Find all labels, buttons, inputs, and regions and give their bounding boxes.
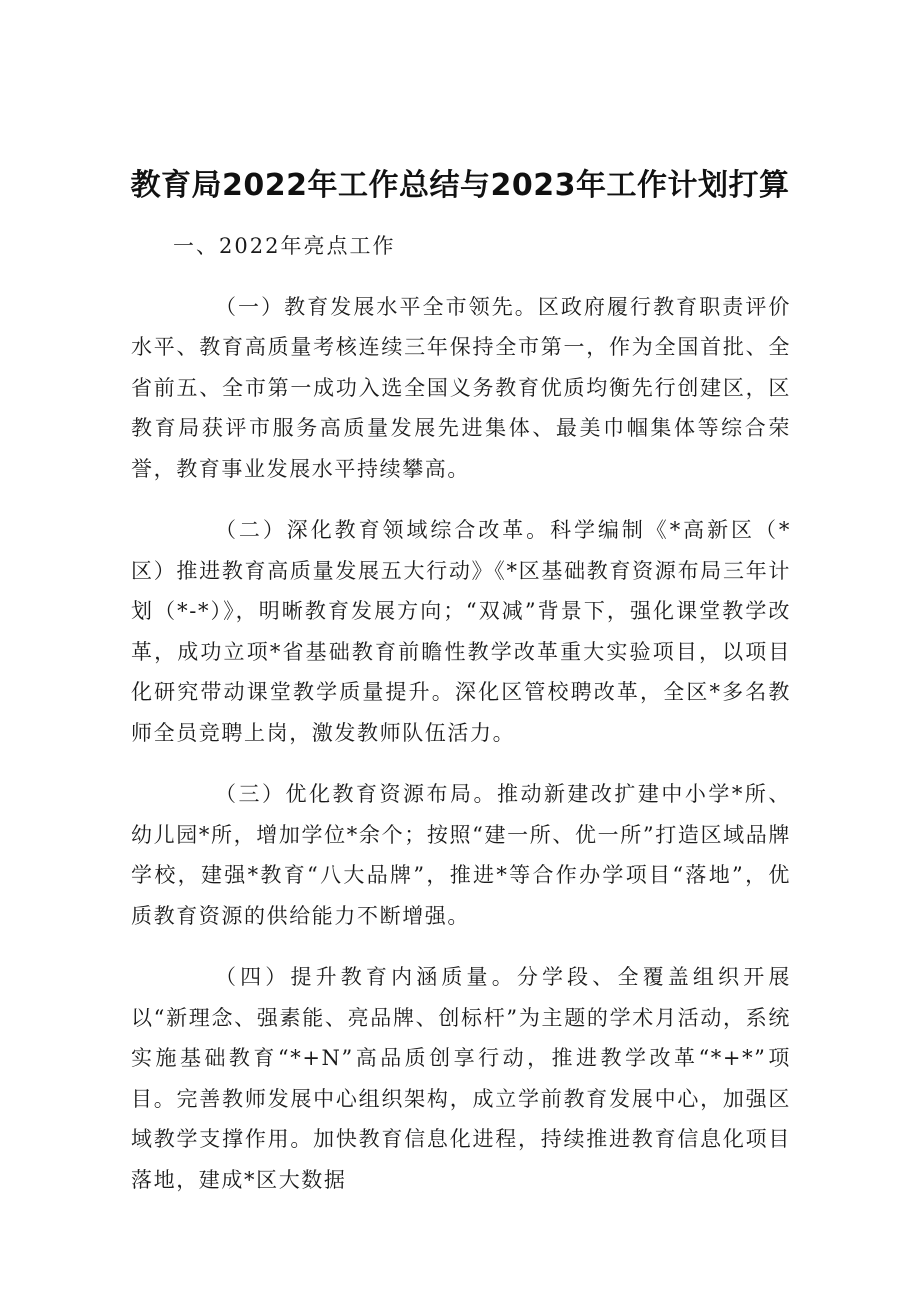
- section-heading: 一、2022年亮点工作: [173, 234, 396, 258]
- paragraph-3: （三）优化教育资源布局。推动新建改扩建中小学*所、幼儿园*所，增加学位*余个；按照“建一所、优一所”打造区域品牌学校，建强*教育“八大品牌”，推进*等合作办学项目“落地”，优质教育资源的供给能力不断增强。: [131, 782, 791, 928]
- paragraph-1: （一）教育发展水平全市领先。区政府履行教育职责评价水平、教育高质量考核连续三年保持全市第一，作为全国首批、全省前五、全市第一成功入选全国义务教育优质均衡先行创建区，区教育局获评市服务高质量发展先进集体、最美巾帼集体等综合荣誉，教育事业发展水平持续攀高。: [131, 294, 791, 481]
- document-body: [131, 226, 791, 1221]
- document-title: 教育局2022年工作总结与2023年工作计划打算: [130, 168, 790, 203]
- paragraph-2: （二）深化教育领域综合改革。科学编制《*高新区（*区）推进教育高质量发展五大行动》《*区基础教育资源布局三年计划（*-*）》，明晰教育发展方向；“双减”背景下，强化课堂教学改革，成功立项*省基础教育前瞻性教学改革重大实验项目，以项目化研究带动课堂教学质量提升。深化区管校聘改革，全区*多名教师全员竞聘上岗，激发教师队伍活力。: [131, 518, 791, 745]
- paragraph-4: （四）提升教育内涵质量。分学段、全覆盖组织开展以“新理念、强素能、亮品牌、创标杆”为主题的学术月活动，系统实施基础教育“*+N”高品质创享行动，推进教学改革“*+*”项目。完善教师发展中心组织架构，成立学前教育发展中心，加强区域教学支撑作用。加快教育信息化进程，持续推进教育信息化项目落地，建成*区大数据: [131, 965, 791, 1192]
